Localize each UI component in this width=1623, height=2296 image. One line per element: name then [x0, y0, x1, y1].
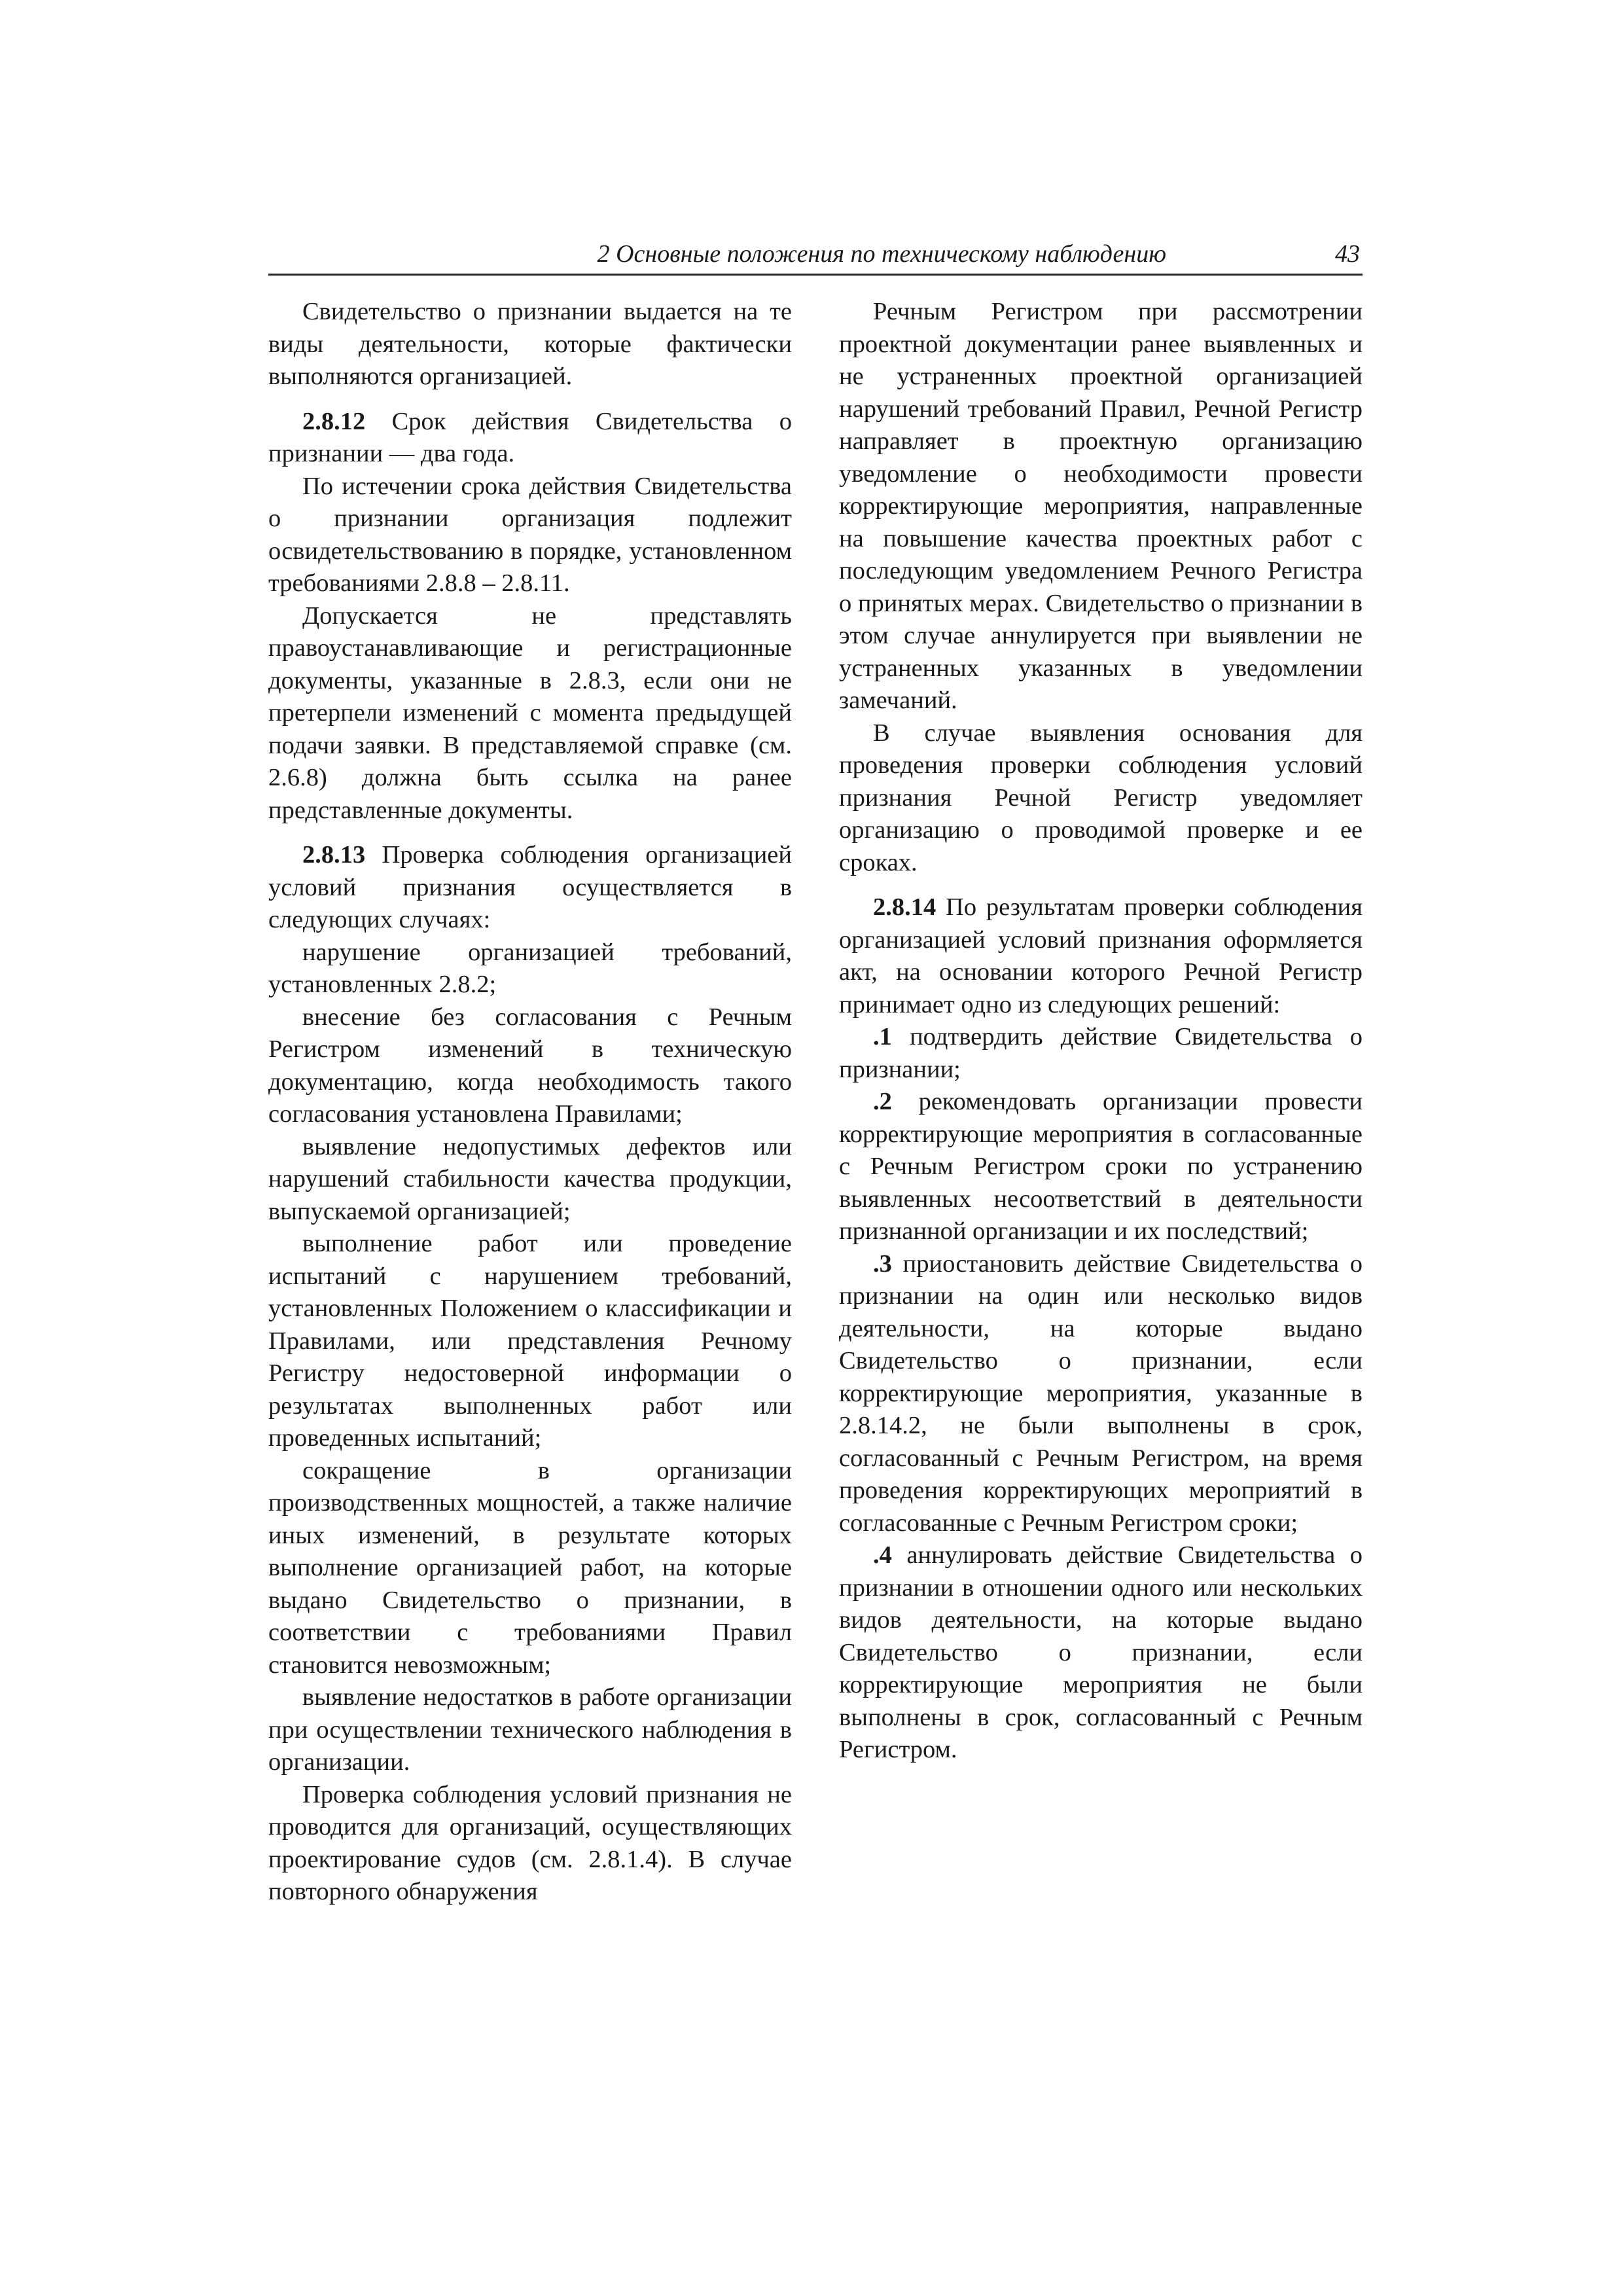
list-item: выполнение работ или проведение испытаний с нарушением требований, установленных Положением о классификации и Правилами, или представления Речному Регистру недостоверной информации о результатах выполненных работ или проведенных испытаний; — [268, 1230, 792, 1452]
section-text: Срок действия Свидетельства о признании — два года. — [268, 407, 792, 467]
section-text: По результатам проверки соблюдения организацией условий признания оформляется акт, на основании которого Речной Регистр принимает одно из следующих решений: — [839, 893, 1363, 1018]
list-item: нарушение организацией требований, установленных 2.8.2; — [268, 938, 792, 998]
decision-item-2 — [839, 1086, 1363, 1248]
section-text: Проверка соблюдения организацией условий признания осуществляется в следующих случаях: — [268, 841, 792, 933]
paragraph: Допускается не представлять правоустанавливающие и регистрационные документы, указанные в 2.8.3, если они не претерпели изменений с момента предыдущей подачи заявки. В представляемой справке (см. 2.6.8) должна быть ссылка на ранее представленные документы. — [268, 601, 792, 824]
list-item: сокращение в организации производственных мощностей, а также наличие иных изменений, в результате которых выполнение организацией работ, на которые выдано Свидетельство о признании, в соответствии с требованиями Правил становится невозможным; — [268, 1456, 792, 1679]
decision-item-1 — [839, 1021, 1363, 1086]
list-item: выявление недостатков в работе организации при осуществлении технического наблюдения в организации. — [268, 1683, 792, 1776]
item-number: .1 — [873, 1023, 892, 1050]
list-item: выявление недопустимых дефектов или нарушений стабильности качества продукции, выпускаемой организацией; — [268, 1132, 792, 1225]
section-number: 2.8.12 — [302, 407, 366, 435]
item-text: подтвердить действие Свидетельства о признании; — [839, 1023, 1363, 1083]
section-2-8-12 — [268, 406, 792, 471]
paragraph: Свидетельство о признании выдается на те виды деятельности, которые фактически выполняются организацией. — [268, 298, 792, 390]
paragraph: Проверка соблюдения условий признания не проводится для организаций, осуществляющих проектирование судов (см. 2.8.1.4). В случае повторного обнаружения — [268, 1780, 792, 1905]
item-text: приостановить действие Свидетельства о признании на один или несколько видов деятельности, на которые выдано Свидетельство о признании, если корректирующие мероприятия, указанные в 2.8.14.2, не были выполнены в срок, согласованный с Речным Регистром, на время проведения корректирующих мероприятий в согласованные с Речным Регистром сроки; — [839, 1249, 1363, 1537]
section-number: 2.8.13 — [302, 841, 366, 869]
page-number: 43 — [1335, 240, 1360, 268]
paragraph: Речным Регистром при рассмотрении проектной документации ранее выявленных и не устраненных проектной организацией нарушений требований Правил, Речной Регистр направляет в проектную организацию уведомление о необходимости провести корректирующие мероприятия, направленные на повышение качества проектных работ с последующим уведомлением Речного Регистра о принятых мерах. Свидетельство о признании в этом случае аннулируется при выявлении не устраненных указанных в уведомлении замечаний. — [839, 298, 1363, 714]
item-text: рекомендовать организации провести корректирующие мероприятия в согласованные с Речным Регистром сроки по устранению выявленных несоответствий в деятельности признанной организации и их последствий; — [839, 1088, 1363, 1245]
item-text: аннулировать действие Свидетельства о признании в отношении одного или нескольких видов деятельности, на которые выдано Свидетельство о признании, если корректирующие мероприятия не были выполнены в срок, согласованный с Речным Регистром. — [839, 1541, 1363, 1763]
decision-item-3 — [839, 1248, 1363, 1540]
section-2-8-13 — [268, 839, 792, 937]
item-number: .4 — [873, 1541, 892, 1569]
item-number: .3 — [873, 1249, 892, 1278]
left-column — [268, 296, 792, 1909]
running-header — [268, 237, 1363, 276]
running-header-title: 2 Основные положения по техническому наблюдению — [597, 240, 1166, 268]
right-column — [839, 296, 1363, 1767]
decision-item-4 — [839, 1539, 1363, 1767]
list-item: внесение без согласования с Речным Регистром изменений в техническую документацию, когда необходимость такого согласования установлена Правилами; — [268, 1003, 792, 1128]
paragraph: В случае выявления основания для проведения проверки соблюдения условий признания Речной Регистр уведомляет организацию о проводимой проверке и ее сроках. — [839, 719, 1363, 876]
section-number: 2.8.14 — [873, 893, 936, 921]
paragraph: По истечении срока действия Свидетельства о признании организация подлежит освидетельствованию в порядке, установленном требованиями 2.8.8 – 2.8.11. — [268, 472, 792, 597]
item-number: .2 — [873, 1088, 892, 1115]
section-2-8-14 — [839, 891, 1363, 1021]
